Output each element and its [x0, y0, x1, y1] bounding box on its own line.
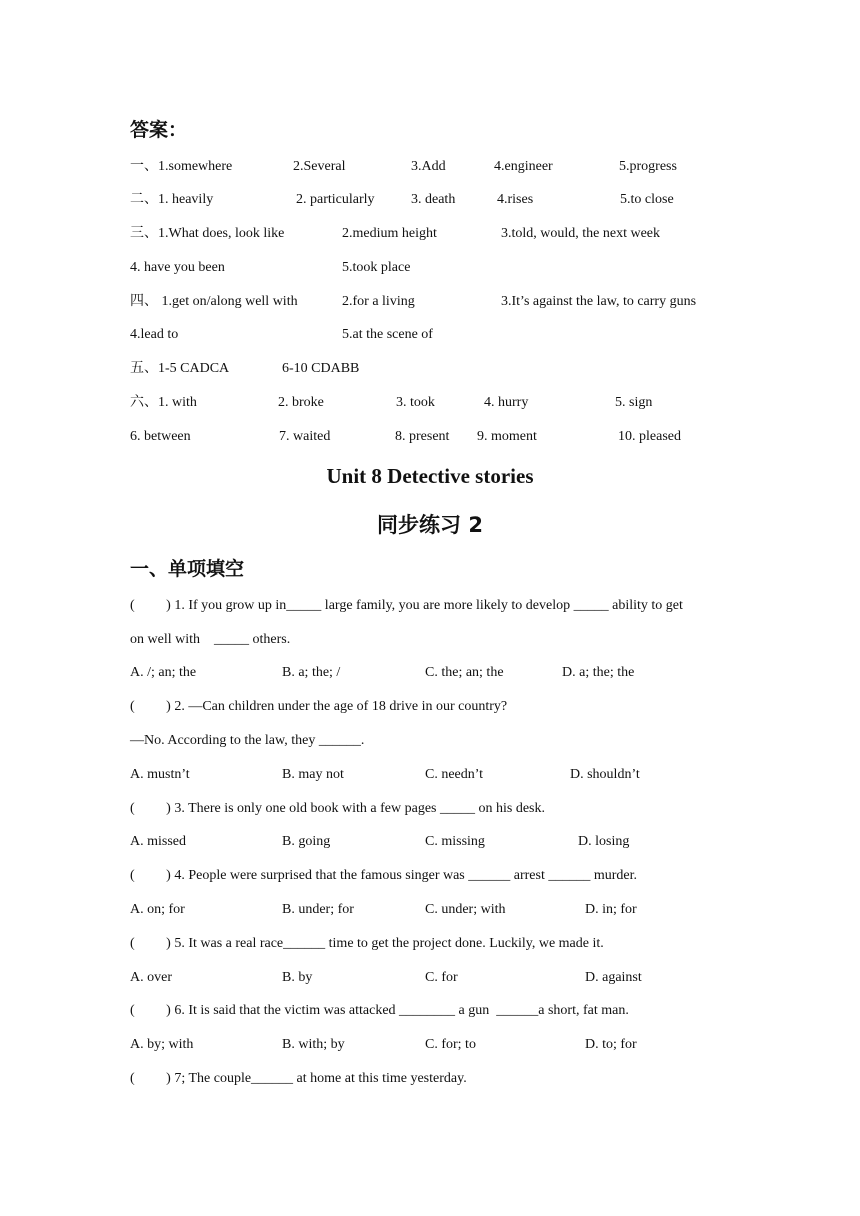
answer-item: 4.lead to — [130, 327, 179, 342]
answer-item: 2. broke — [278, 395, 324, 410]
question-text: —No. According to the law, they ______. — [130, 733, 365, 748]
answer-item: 2. particularly — [296, 192, 375, 207]
option-a: A. by; with — [130, 1037, 194, 1052]
answer-item: 3. took — [396, 395, 435, 410]
answer-item: 9. moment — [477, 429, 537, 444]
answer-item: 二、1. heavily — [130, 192, 214, 207]
question-text: ( ) 4. People were surprised that the famous singer was ______ arrest ______ murder. — [130, 868, 637, 883]
answer-item: 一、1.somewhere — [130, 159, 233, 174]
option-d: D. against — [585, 970, 642, 985]
option-b: B. under; for — [282, 902, 354, 917]
question-text: ( ) 7; The couple______ at home at this time yesterday. — [130, 1071, 467, 1086]
unit-title: Unit 8 Detective stories — [326, 464, 534, 488]
option-c: C. the; an; the — [425, 665, 504, 680]
answer-item: 2.medium height — [342, 226, 437, 241]
answer-item: 六、1. with — [130, 395, 197, 410]
answer-item: 5. sign — [615, 395, 653, 410]
option-a: A. on; for — [130, 902, 185, 917]
option-b: B. with; by — [282, 1037, 345, 1052]
answer-item: 四、 1.get on/along well with — [130, 294, 298, 309]
option-d: D. shouldn’t — [570, 767, 640, 782]
answer-item: 4. hurry — [484, 395, 529, 410]
option-c: C. for — [425, 970, 458, 985]
option-b: B. by — [282, 970, 313, 985]
option-d: D. to; for — [585, 1037, 637, 1052]
option-c: C. for; to — [425, 1037, 476, 1052]
option-d: D. a; the; the — [562, 665, 635, 680]
answer-item: 4.rises — [497, 192, 534, 207]
answer-item: 4.engineer — [494, 159, 553, 174]
section-title: 一、单项填空 — [130, 558, 245, 580]
option-c: C. under; with — [425, 902, 506, 917]
answer-item: 3.It’s against the law, to carry guns — [501, 294, 697, 309]
answer-item: 3.Add — [411, 159, 446, 174]
option-d: D. in; for — [585, 902, 637, 917]
answer-item: 6-10 CDABB — [282, 361, 360, 376]
option-a: A. /; an; the — [130, 665, 197, 680]
answer-item: 5.progress — [619, 159, 677, 174]
answer-item: 8. present — [395, 429, 450, 444]
answer-item: 5.took place — [342, 260, 411, 275]
option-c: C. needn’t — [425, 767, 484, 782]
option-b: B. may not — [282, 767, 344, 782]
answer-item: 2.Several — [293, 159, 346, 174]
answer-item: 5.to close — [620, 192, 674, 207]
question-text: ( ) 5. It was a real race______ time to get the project done. Luckily, we made it. — [130, 936, 604, 951]
answer-item: 3.told, would, the next week — [501, 226, 661, 241]
answer-item: 2.for a living — [342, 294, 415, 309]
option-c: C. missing — [425, 834, 485, 849]
answers-heading: 答案： — [130, 119, 188, 141]
question-text: ( ) 6. It is said that the victim was attacked ________ a gun ______a short, fat man. — [130, 1003, 629, 1018]
question-text: ( ) 1. If you grow up in_____ large family, you are more likely to develop _____ ability to get — [130, 598, 683, 613]
question-text: ( ) 2. —Can children under the age of 18 drive in our country? — [130, 699, 508, 714]
question-text: on well with _____ others. — [130, 632, 291, 647]
option-b: B. going — [282, 834, 331, 849]
option-a: A. missed — [130, 834, 186, 849]
answer-item: 7. waited — [279, 429, 331, 444]
answer-item: 6. between — [130, 429, 191, 444]
answer-item: 3. death — [411, 192, 456, 207]
option-a: A. over — [130, 970, 172, 985]
option-b: B. a; the; / — [282, 665, 341, 680]
answer-item: 4. have you been — [130, 260, 225, 275]
option-d: D. losing — [578, 834, 630, 849]
answer-item: 5.at the scene of — [342, 327, 433, 342]
option-a: A. mustn’t — [130, 767, 190, 782]
answer-item: 五、1-5 CADCA — [130, 361, 230, 376]
exercise-subtitle: 同步练习 2 — [377, 513, 483, 537]
answer-item: 三、1.What does, look like — [130, 226, 285, 241]
answer-item: 10. pleased — [618, 429, 681, 444]
question-text: ( ) 3. There is only one old book with a few pages _____ on his desk. — [130, 801, 546, 816]
